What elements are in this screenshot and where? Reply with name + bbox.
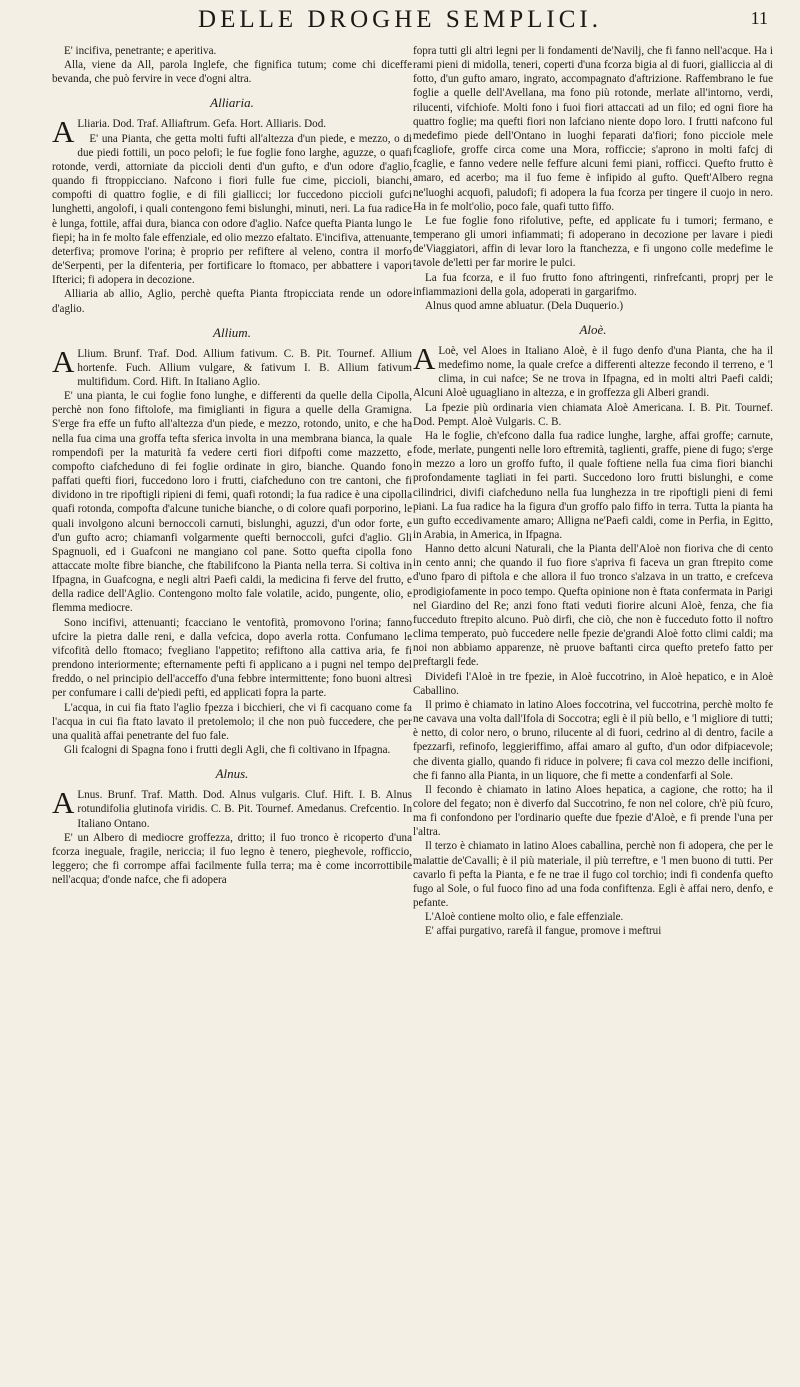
continuation-paragraph: La fua fcorza, e il fuo frutto fono aftringenti, rinfrefcanti, proprj per le infiammazioni della gola, adoperati in gargarifmo. [413,271,773,298]
entry-paragraph: E' una pianta, le cui foglie fono lunghe, e differenti da quelle della Cipolla, perchè non fono fiftolofe, ma fimiglianti in figura a quelle della Gramigna. S'erge fra effe un fufto all'altezza d'un piede, e mezzo, rotondo, unito, e che ha nella fua cima una groffa tefta sferica involta in una membrana bianca, la quale rompendofi per la maturità fa vedere certi fiori difpofti come mazzetto, e compofto ciafcheduno di fei foglie ordinate in giro, bianche. Quando fono paffati quefti fiori, fuccedono loro i frutti, ciafcheduno con tre cantoni, che fi dividono in tre ripoftigli ripieni di femi, quafi rotondi; la fua radice è una cipolla quafi rotonda, compofta d'alcune tuniche bianche, o di colore quafi porporino, le quali involgono alcuni bernoccoli carnuti, bislunghi, aguzzi, d'un odor forte, e d'un gufto acro; chiamanfi volgarmente quefti bernoccoli, gufci d'aglio. Gli Spagnuoli, ed i Guafconi ne mangiano col pane. Sotto quefta cipolla fono attaccate molte fibre bianche, che ftabilifcono la Pianta nella terra. Si coltiva in Ifpagna, in Guafcogna, e negli altri Paefi caldi, la medicina fi ferve del frutto, e della radice dell'Aglio. Contengono molto fale volatile, acido, pungente, olio, e flemma mediocre. [52,390,412,615]
etymology-line: Alnus quod amne abluatur. (Dela Duquerio.) [425,299,624,312]
entry-paragraph: L'Aloè contiene molto olio, e fale effenziale. [425,911,624,924]
entry-paragraph: E' affai purgativo, rarefà il fangue, promove i meftrui [425,925,662,938]
page-header [0,0,800,44]
synonyms-text: Lnus. Brunf. Traf. Matth. Dod. Alnus vulgaris. Cluf. Hift. I. B. Alnus rotundifolia glutinofa viridis. C. B. Pit. Tournef. Amedanus. Crefcentio. In Italiano Ontano. [77,789,412,830]
continuation-paragraph: fopra tutti gli altri legni per li fondamenti de'Navilj, che fi fanno nell'acque. Ha i rami pieni di midolla, teneri, coperti d'una fcorza bigia al di fuori, gialliccia al di fotto, d'un gufto amaro, ingrato, accompagnato d'aftrizione. Raffembrano le fue foglie a quelle dell'Avellana, ma fono più rotonde, merlate all'intorno, verdi, rilucenti, vifchiofe. Molti fono i fuoi fiori attaccati ad un filo; ed ogni fiore ha quattro foglie; ma quefti fiori non lafciano niente dopo loro. I frutti nafcono ful medefimo piede dell'Ontano in luoghi feparati da'fiori; fono picciole mele fcagliofe, groffe circa come una Mora, rofficcie; s'aprono in molti fafcj di fcaglie, e fanno vedere nelle feffure alcuni femi piani, rofficci. Quefto frutto è amaro, ed acerbo; ma il fuo feme è infipido al gufto. Queft'Albero regna ne'luoghi acquofi, paludofi; fi adopera la fua fcorza per tingere il cuojo in nero. Ha in fe molt'olio, poco fale, quafi tutto fiffo. [413,45,773,213]
entry-paragraph: Ha le foglie, ch'efcono dalla fua radice lunghe, larghe, affai groffe; carnute, fode, merlate, pungenti nelle loro eftremità, taglienti, graffe, piene di fugo; s'erge in mezzo a loro un groffo fufto, il quale foftiene nella fua cima fiori bianchi profondamente tagliati in fei parti. Succedono loro frutti bislunghi, e come cilindrici, divifi ciafcheduno nella fua lunghezza in tre ripoftigli pieni di femi piani. La fua radice ha la figura d'un groffo palo fiffo in terra. Tutta la pianta ha un gufto eccedivamente amaro; Alligna ne'Paefi caldi, come in Perfia, in Egitto, in Arabia, in America, in Ifpagna. [413,429,773,541]
synonyms-text: Lliaria. Dod. Traf. Alliaftrum. Gefa. Hort. Alliaris. Dod. [77,118,327,131]
left-column [52,44,412,1373]
right-column [413,44,773,1373]
entry-paragraph: Hanno detto alcuni Naturali, che la Pianta dell'Aloè non fioriva che di cento in cento anni; che quando il fuo fiore s'apriva fi faceva un gran ftrepito come d'uno fparo di piftola e che allora il fuo tronco s'alzava in un tratto, e crefceva prodigiofamente in poco tempo. Quefta opinione non è ftata confermata in Parigi nel Giardino del Re; anzi fono ftati veduti fiorire alcuni Aloè, fenza, che fia fucceduto ftrepito alcuno. Può dirfi, che ciò, che non è fucceduto fotto il noftro clima temperato, può fuccedere nelle fpezie de'grandi Aloè fotto climi caldi; ma noi non abbiamo apparenze, nè pruove baftanti circa quefto pretefo fatto per preftargli fede. [413,543,773,669]
entry-title: Allium. [213,324,251,340]
entry-paragraph [413,340,773,401]
drop-capital: A [413,340,436,376]
entry-title: Alnus. [215,766,249,782]
entry-allium [52,325,412,758]
entry-paragraph: Il terzo è chiamato in latino Aloes caballina, perchè non fi adopera, che per le malattie de'Cavalli; è il più materiale, il più terreftre, e 'l men buono di tutti. Per cavarlo fi pefta la Pianta, e fe ne trae il fugo col torchio; indi fi condenfa quefto fugo al Sole, o ful fuoco fino ad una foda confiftenza. Egli è affai nero, denfo, e pefante. [413,840,773,910]
entry-paragraph: Gli fcalogni di Spagna fono i frutti degli Agli, che fi coltivano in Ifpagna. [64,744,391,757]
running-head: DELLE DROGHE SEMPLICI. [198,6,602,33]
entry-alliaria [52,95,412,315]
entry-title: Alliaria. [210,95,254,111]
drop-capital: A [52,785,75,821]
entry-paragraph: E' una Pianta, che getta molti fufti all'altezza d'un piede, e mezzo, o di due piedi fottili, un poco pelofi; le fue foglie fono larghe, aguzze, o quafi rotonde, verdi, attorniate da piccioli denti d'un gufto, e d'un odore d'aglio, quando fi ftroppicciano. Nafcono i fiori fulle fue cime, piccioli, bianchi, compofti di quattro foglie, e di fili giallicci; lor fuccedono piccioli gufci lunghetti, angolofi, i quali contengono femi bislunghi, minuti, neri. La fua radice è lunga, fottile, affai dura, bianca con odore d'aglio. Nafce quefta Pianta lungo le fiepi; ha in fe molto fale effenziale, ed olio mezzo efaltato. E'incifiva, attenuante, deterfiva; promove l'orina; è proprio per refiftere al veleno, contra il morfo de'Serpenti, per la difenteria, per fortificare lo ftomaco, per abbattere i vapori Ifterici; fi adopera in decozione. [52,132,412,287]
page-number: 11 [750,8,768,28]
entry-paragraph: Il primo è chiamato in latino Aloes foccotrina, vel fuccotrina, perchè molto fe ne cavava una volta dall'Ifola di Soccotra; egli è il più bello, e 'l migliore di tutti; è netto, di color nero, o bruno, rilucente al di fuori, cedrino al di dentro, facile a fpezzarfi, refinofo, leggieriffimo, affai amaro al gufto, d'un odor difpiacevole; che diventa giallo, quando fi riduce in polvere; fi cava col mezzo delle incifioni, che fi fanno alla Pianta, in un liquore, che fi mette a condenfarfi al Sole. [413,698,773,782]
continuation-paragraph: Le fue foglie fono rifolutive, pefte, ed applicate fu i tumori; fermano, e temperano gli umori infiammati; fi adoperano in decozione per lavare i piedi de'Viaggiatori, affin di levar loro la ftanchezza, e fi ungono colle medefime le tavole de'letti per far morire le pulci. [413,214,773,270]
entry-paragraph [52,343,412,389]
entry-title: Aloè. [579,321,607,337]
drop-capital: A [52,114,75,150]
intro-paragraph: Alla, viene da All, parola Inglefe, che fignifica tutum; come chi diceffe bevanda, che può fervire in vece d'ogni altra. [52,59,412,86]
entry-aloe [413,322,773,939]
entry-paragraph [52,114,412,150]
entry-paragraph: La fpezie più ordinaria vien chiamata Aloè Americana. I. B. Pit. Tournef. Dod. Pempt. Aloè Vulgaris. C. B. [413,401,773,428]
entry-alnus [52,766,412,887]
synonyms-text: Llium. Brunf. Traf. Dod. Allium fativum. C. B. Pit. Tournef. Allium hortenfe. Fuch. Allium vulgare, & fativum I. B. Allium fativum multifidum. Cord. Hift. In Italiano Aglio. [77,347,412,388]
entry-paragraph: Sono incifivi, attenuanti; fcacciano le ventofità, promovono l'orina; fanno ufcire la pietra dalle reni, e dalla vefcica, dopo averla rotta. Confumano le vifcofità dello ftomaco; fvegliano l'appetito; refiftono alla cattiva aria, fe fi prendono interiormente; efternamente pefti fi applicano a i pugni nel tempo del freddo, o nel principio dell'acceffo d'una febbre intermittente; fono buoni altresì per confumare i calli de'piedi pefti, ed applicati fopra la parte. [52,616,412,700]
intro-paragraph: E' incifiva, penetrante; e aperitiva. [64,45,217,57]
entry-lead-text: Loè, vel Aloes in Italiano Aloè, è il fugo denfo d'una Pianta, che ha il medefimo nome, la quale crefce a differenti altezze fecondo il terreno, e 'l clima, in cui nafce; Se ne trova in Ifpagna, ed in molti altri Paefi caldi; Alcuni Aloè uguagliano in altezza, e in groffezza gli Alberi grandi. [413,344,773,400]
entry-paragraph: L'acqua, in cui fia ftato l'aglio fpezza i bicchieri, che vi fi cacquano come fa l'acqua in cui fia ftato lavato il pretolemolo; il che non può fuccedere, che per una qualità affai penetrante del fuo fale. [52,701,412,742]
drop-capital: A [52,343,75,379]
entry-paragraph [52,785,412,830]
entry-paragraph: E' un Albero di mediocre groffezza, dritto; il fuo tronco è ricoperto d'una fcorza ineguale, fragile, nericcia; il fuo legno è tenero, pieghevole, rofficcio, leggero; che fi corrompe affai facilmente fulla terra; ma è come incorrottibile nell'acqua; d'onde nafce, che fi adopera [52,831,412,887]
entry-paragraph: Alliaria ab allio, Aglio, perchè quefta Pianta ftropicciata rende un odore d'aglio. [52,288,412,315]
entry-paragraph: Il fecondo è chiamato in latino Aloes hepatica, a cagione, che rotto; ha il colore del fegato; non è diverfo dal Succotrino, fe non nel colore, ch'è più fcuro, ma fi confondono per l'ordinario quefte due fpezie d'Aloè, e fi prende l'una per l'altra. [413,783,773,839]
entry-paragraph: Dividefi l'Aloè in tre fpezie, in Aloè fuccotrino, in Aloè hepatico, e in Aloè Caballino. [413,670,773,697]
